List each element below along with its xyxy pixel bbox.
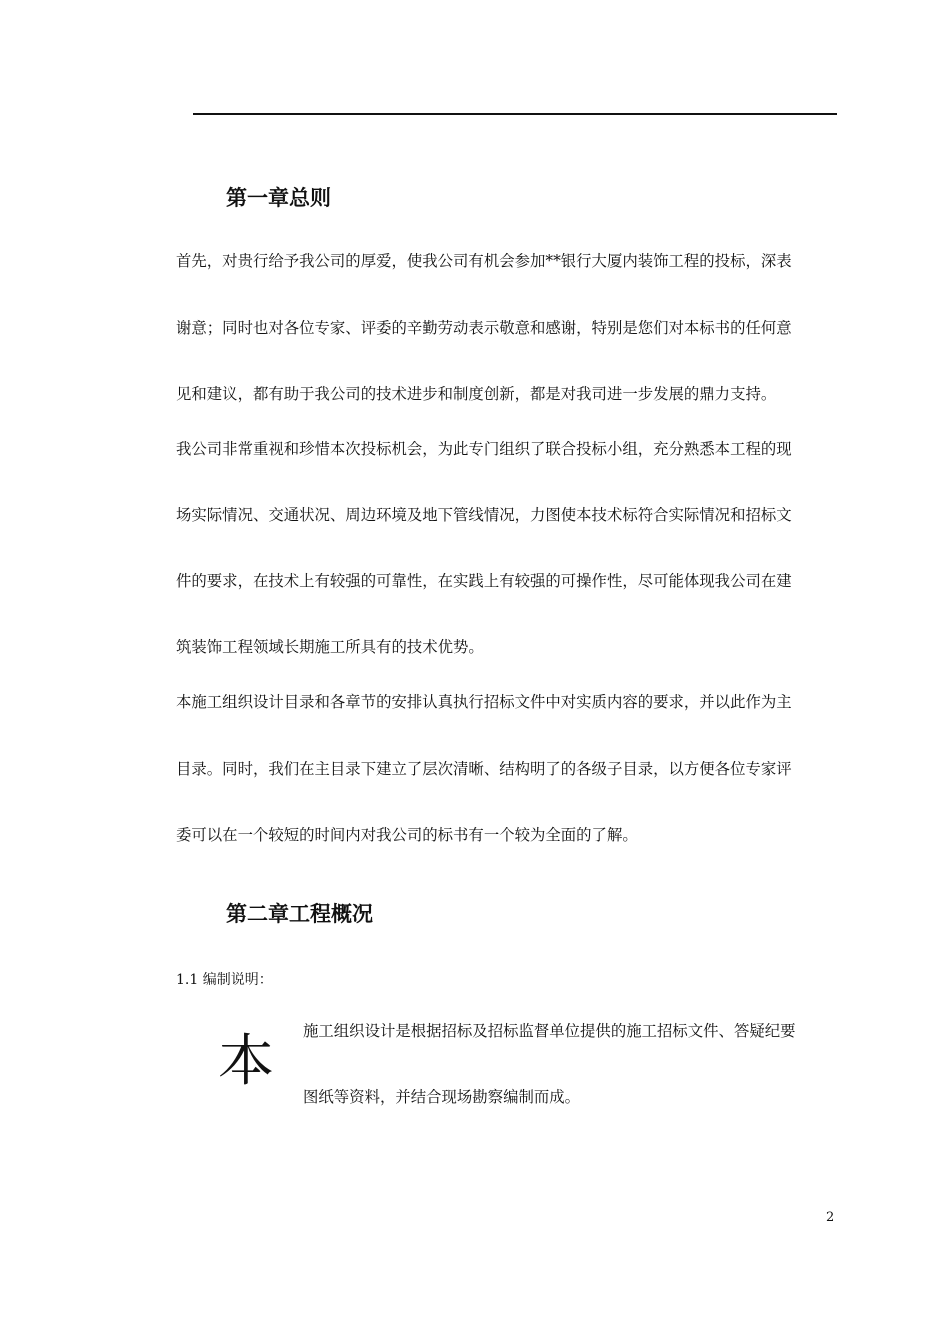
chapter-1-paragraph-3-line-1: 本施工组织设计目录和各章节的安排认真执行招标文件中对实质内容的要求，并以此作为主 [176,693,792,711]
header-rule [193,113,837,115]
section-1-1-line-2: 图纸等资料，并结合现场勘察编制而成。 [303,1088,581,1106]
chapter-2-title: 第二章工程概况 [226,902,373,926]
drop-cap: 本 [218,1029,274,1094]
section-1-1-line-1: 施工组织设计是根据招标及招标监督单位提供的施工招标文件、答疑纪要 [303,1022,796,1040]
chapter-1-paragraph-2-line-2: 场实际情况、交通状况、周边环境及地下管线情况，力图使本技术标符合实际情况和招标文 [176,506,792,524]
chapter-1-paragraph-1-line-3: 见和建议，都有助于我公司的技术进步和制度创新，都是对我司进一步发展的鼎力支持。 [176,385,777,403]
chapter-1-paragraph-3-line-2: 目录。同时，我们在主目录下建立了层次清晰、结构明了的各级子目录，以方便各位专家评 [176,760,792,778]
section-1-1-label: 1.1 编制说明： [176,972,273,988]
chapter-1-paragraph-2-line-3: 件的要求，在技术上有较强的可靠性，在实践上有较强的可操作性，尽可能体现我公司在建 [176,572,792,590]
chapter-1-paragraph-2-line-4: 筑装饰工程领域长期施工所具有的技术优势。 [176,638,484,656]
chapter-1-title: 第一章总则 [226,186,331,210]
chapter-1-paragraph-2-line-1: 我公司非常重视和珍惜本次投标机会，为此专门组织了联合投标小组，充分熟悉本工程的现 [176,440,792,458]
page-number: 2 [826,1210,835,1225]
chapter-1-paragraph-3-line-3: 委可以在一个较短的时间内对我公司的标书有一个较为全面的了解。 [176,826,638,844]
chapter-1-paragraph-1-line-1: 首先，对贵行给予我公司的厚爱，使我公司有机会参加**银行大厦内装饰工程的投标，深表 [176,252,792,270]
chapter-1-paragraph-1-line-2: 谢意；同时也对各位专家、评委的辛勤劳动表示敬意和感谢，特别是您们对本标书的任何意 [176,319,792,337]
